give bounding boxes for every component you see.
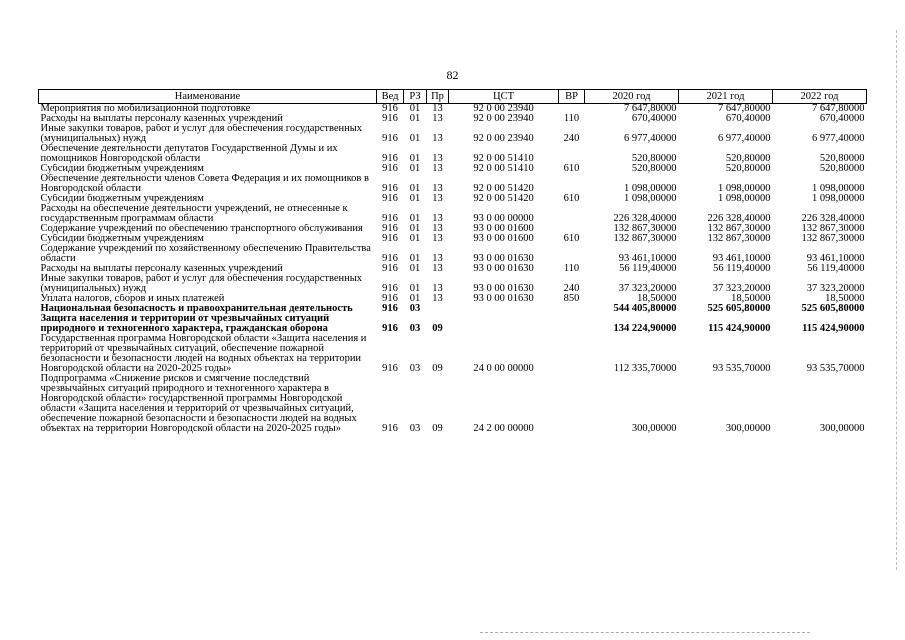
row-ved: 916 [382, 183, 398, 194]
row-2020: 1 098,00000 [624, 183, 677, 194]
row-2021: 56 119,40000 [713, 264, 771, 274]
row-2020: 132 867,30000 [613, 224, 677, 234]
row-ved: 916 [382, 363, 398, 374]
row-2022: 56 119,40000 [807, 264, 865, 274]
row-ved: 916 [382, 114, 398, 124]
row-vr [559, 374, 585, 434]
row-2022: 6 977,40000 [812, 133, 865, 144]
row-pr: 13 [432, 224, 443, 234]
row-rz: 01 [409, 194, 421, 204]
row-vr [559, 224, 585, 234]
row-cst [449, 304, 559, 314]
row-2020: 37 323,20000 [618, 283, 677, 294]
row-2021: 7 647,80000 [718, 103, 771, 114]
row-cst: 92 0 00 51420 [473, 194, 534, 204]
row-rz: 01 [409, 234, 421, 244]
row-rz: 01 [409, 283, 421, 294]
header-name: Наименование [39, 90, 377, 104]
table-row [39, 244, 867, 264]
row-name: Содержание учреждений по хозяйственному обеспечению Правительства области [40, 244, 371, 264]
table-row [39, 334, 867, 374]
row-2021: 115 424,90000 [708, 323, 771, 334]
table-row [39, 124, 867, 144]
row-rz: 01 [409, 294, 421, 304]
row-rz: 01 [409, 183, 421, 194]
row-pr: 09 [432, 423, 443, 434]
row-name: Субсидии бюджетным учреждениям [40, 164, 204, 174]
row-pr [427, 304, 449, 314]
table-header-row [39, 90, 867, 104]
table-row [39, 194, 867, 204]
row-2020: 134 224,90000 [613, 323, 677, 334]
row-pr: 09 [432, 323, 443, 334]
row-2022: 520,80000 [819, 153, 865, 164]
row-ved: 916 [382, 103, 398, 114]
table-body [39, 104, 867, 435]
row-cst: 92 0 00 51410 [473, 153, 534, 164]
row-2020: 132 867,30000 [613, 234, 677, 244]
row-cst: 93 0 00 01630 [473, 253, 534, 264]
row-pr: 13 [432, 103, 443, 114]
table-row [39, 174, 867, 194]
row-rz: 03 [409, 304, 421, 314]
row-vr: 610 [563, 234, 580, 244]
row-2022: 93 461,10000 [806, 253, 865, 264]
row-pr: 09 [432, 363, 443, 374]
table-row [39, 224, 867, 234]
scan-marks [480, 632, 810, 633]
table-row [39, 164, 867, 174]
row-pr: 13 [432, 264, 443, 274]
row-ved: 916 [382, 294, 398, 304]
row-2022: 525 605,80000 [801, 304, 865, 314]
row-2022: 300,00000 [819, 423, 865, 434]
row-2021: 520,80000 [725, 153, 771, 164]
row-name: Субсидии бюджетным учреждениям [40, 194, 204, 204]
row-name: Расходы на обеспечение деятельности учреждений, не отнесенные к государственным программам области [40, 204, 348, 224]
row-cst [449, 314, 559, 334]
row-2021: 670,40000 [725, 114, 771, 124]
row-ved: 916 [382, 164, 398, 174]
header-vr: ВР [559, 90, 585, 104]
row-rz: 01 [409, 264, 421, 274]
row-2020: 670,40000 [631, 114, 677, 124]
row-vr: 610 [563, 164, 580, 174]
row-2022: 132 867,30000 [801, 224, 865, 234]
table-row [39, 294, 867, 304]
row-pr: 13 [432, 253, 443, 264]
table-row [39, 144, 867, 164]
row-ved: 916 [382, 304, 398, 314]
row-cst: 24 2 00 00000 [473, 423, 534, 434]
row-vr [559, 304, 585, 314]
row-2021: 6 977,40000 [718, 133, 771, 144]
row-name: Государственная программа Новгородской области «Защита населения и территорий от чрезвычайных ситуаций, обеспечение пожарной безопасности и безопасности людей на водных объектах на территории Новгородской области на 2020-2025 годы» [40, 334, 367, 374]
row-vr: 610 [563, 194, 580, 204]
scan-edge [896, 30, 897, 570]
row-pr: 13 [432, 234, 443, 244]
row-name: Субсидии бюджетным учреждениям [40, 234, 204, 244]
row-2022: 520,80000 [819, 164, 865, 174]
row-2022: 132 867,30000 [801, 234, 865, 244]
row-ved: 916 [382, 423, 398, 434]
row-2020: 56 119,40000 [619, 264, 677, 274]
row-cst: 93 0 00 01600 [473, 224, 534, 234]
row-rz: 03 [409, 363, 421, 374]
row-2022: 93 535,70000 [806, 363, 865, 374]
row-cst: 93 0 00 01630 [473, 264, 534, 274]
row-pr: 13 [432, 183, 443, 194]
row-2020: 112 335,70000 [613, 363, 677, 374]
table-row [39, 114, 867, 124]
row-pr: 13 [432, 194, 443, 204]
header-2022: 2022 год [773, 90, 867, 104]
row-vr: 240 [563, 283, 580, 294]
row-ved: 916 [382, 213, 398, 224]
row-name: Защита населения и территории от чрезвычайных ситуаций природного и техногенного характера, гражданская оборона [40, 314, 330, 334]
row-vr [559, 314, 585, 334]
row-ved: 916 [382, 194, 398, 204]
table-row [39, 104, 867, 115]
table-row [39, 374, 867, 434]
row-2021: 37 323,20000 [712, 283, 771, 294]
row-cst: 24 0 00 00000 [473, 363, 534, 374]
table-row [39, 304, 867, 314]
row-cst: 93 0 00 00000 [473, 213, 534, 224]
row-2020: 520,80000 [631, 153, 677, 164]
table-row [39, 204, 867, 224]
row-ved: 916 [382, 153, 398, 164]
row-rz: 01 [409, 224, 421, 234]
row-pr: 13 [432, 133, 443, 144]
row-2021: 1 098,00000 [718, 194, 771, 204]
row-ved: 916 [382, 224, 398, 234]
row-rz: 01 [409, 253, 421, 264]
row-2022: 670,40000 [819, 114, 865, 124]
row-ved: 916 [382, 133, 398, 144]
row-2022: 7 647,80000 [812, 103, 865, 114]
row-2022: 37 323,20000 [806, 283, 865, 294]
row-2020: 544 405,80000 [613, 304, 677, 314]
row-2021: 132 867,30000 [707, 234, 771, 244]
row-vr [559, 144, 585, 164]
row-name: Иные закупки товаров, работ и услуг для обеспечения государственных (муниципальных) нужд [40, 124, 363, 144]
row-vr: 850 [563, 294, 580, 304]
row-vr [559, 174, 585, 194]
row-pr: 13 [432, 164, 443, 174]
header-ved: Вед [377, 90, 404, 104]
row-pr: 13 [432, 114, 443, 124]
row-2021: 520,80000 [725, 164, 771, 174]
row-name: Содержание учреждений по обеспечению транспортного обслуживания [40, 224, 363, 234]
row-rz: 03 [409, 323, 421, 334]
row-ved: 916 [382, 264, 398, 274]
row-2022: 1 098,00000 [812, 194, 865, 204]
row-name: Мероприятия по мобилизационной подготовке [40, 103, 251, 114]
row-ved: 916 [382, 234, 398, 244]
row-vr [559, 104, 585, 115]
row-name: Подпрограмма «Снижение рисков и смягчение последствий чрезвычайных ситуаций природного и техногенного характера в Новгородской области» государственной программы Новгородской области «Защита населения и территорий от чрезвычайных ситуаций, обеспечение пожарной безопасности и безопасности людей на водных объектах на территории Новгородской области на 2020-2025 годы» [40, 374, 357, 434]
row-pr: 13 [432, 283, 443, 294]
row-name: Обеспечение деятельности депутатов Государственной Думы и их помощников Новгородской области [40, 144, 338, 164]
row-vr: 110 [563, 264, 580, 274]
row-name: Иные закупки товаров, работ и услуг для обеспечения государственных (муниципальных) нужд [40, 274, 363, 294]
header-pr: Пр [427, 90, 449, 104]
row-ved: 916 [382, 283, 398, 294]
header-cst: ЦСТ [449, 90, 559, 104]
row-2021: 93 535,70000 [712, 363, 771, 374]
row-cst: 93 0 00 01600 [473, 234, 534, 244]
header-2020: 2020 год [585, 90, 679, 104]
row-name: Обеспечение деятельности членов Совета Федерация и их помощников в Новгородской области [40, 174, 369, 194]
row-cst: 92 0 00 51420 [473, 183, 534, 194]
row-2020: 6 977,40000 [624, 133, 677, 144]
row-2020: 300,00000 [631, 423, 677, 434]
row-name: Расходы на выплаты персоналу казенных учреждений [40, 114, 283, 124]
row-2021: 93 461,10000 [712, 253, 771, 264]
row-2020: 7 647,80000 [624, 103, 677, 114]
row-pr: 13 [432, 153, 443, 164]
page-number: 82 [446, 68, 459, 82]
row-2020: 226 328,40000 [613, 213, 677, 224]
row-2020: 520,80000 [631, 164, 677, 174]
row-vr [559, 244, 585, 264]
row-2021: 18,50000 [731, 294, 771, 304]
row-ved: 916 [382, 253, 398, 264]
row-2022: 115 424,90000 [802, 323, 865, 334]
row-rz: 01 [409, 213, 421, 224]
row-rz: 01 [409, 153, 421, 164]
row-pr: 13 [432, 294, 443, 304]
row-2021: 1 098,00000 [718, 183, 771, 194]
row-2021: 300,00000 [725, 423, 771, 434]
row-2020: 18,50000 [637, 294, 677, 304]
row-rz: 01 [409, 164, 421, 174]
header-2021: 2021 год [679, 90, 773, 104]
table-row [39, 234, 867, 244]
row-cst: 92 0 00 23940 [473, 114, 534, 124]
row-vr: 240 [563, 133, 580, 144]
row-cst: 93 0 00 01630 [473, 283, 534, 294]
row-name: Национальная безопасность и правоохранительная деятельность [40, 304, 353, 314]
row-2020: 93 461,10000 [618, 253, 677, 264]
row-ved: 916 [382, 323, 398, 334]
table-row [39, 274, 867, 294]
row-cst: 92 0 00 23940 [473, 103, 534, 114]
row-2022: 1 098,00000 [812, 183, 865, 194]
row-2022: 226 328,40000 [801, 213, 865, 224]
row-2022: 18,50000 [825, 294, 865, 304]
table-row [39, 314, 867, 334]
row-rz: 01 [409, 103, 421, 114]
row-cst: 92 0 00 51410 [473, 164, 534, 174]
row-name: Уплата налогов, сборов и иных платежей [40, 294, 225, 304]
row-2021: 525 605,80000 [707, 304, 771, 314]
row-cst: 92 0 00 23940 [473, 133, 534, 144]
row-2021: 132 867,30000 [707, 224, 771, 234]
row-rz: 01 [409, 133, 421, 144]
row-name: Расходы на выплаты персоналу казенных учреждений [40, 264, 283, 274]
row-rz: 01 [409, 114, 421, 124]
row-pr: 13 [432, 213, 443, 224]
row-2021: 226 328,40000 [707, 213, 771, 224]
table-row [39, 264, 867, 274]
row-cst: 93 0 00 01630 [473, 294, 534, 304]
row-vr [559, 204, 585, 224]
row-rz: 03 [409, 423, 421, 434]
header-rz: РЗ [404, 90, 427, 104]
row-2020: 1 098,00000 [624, 194, 677, 204]
budget-table [38, 89, 867, 434]
row-vr: 110 [563, 114, 580, 124]
row-vr [559, 334, 585, 374]
